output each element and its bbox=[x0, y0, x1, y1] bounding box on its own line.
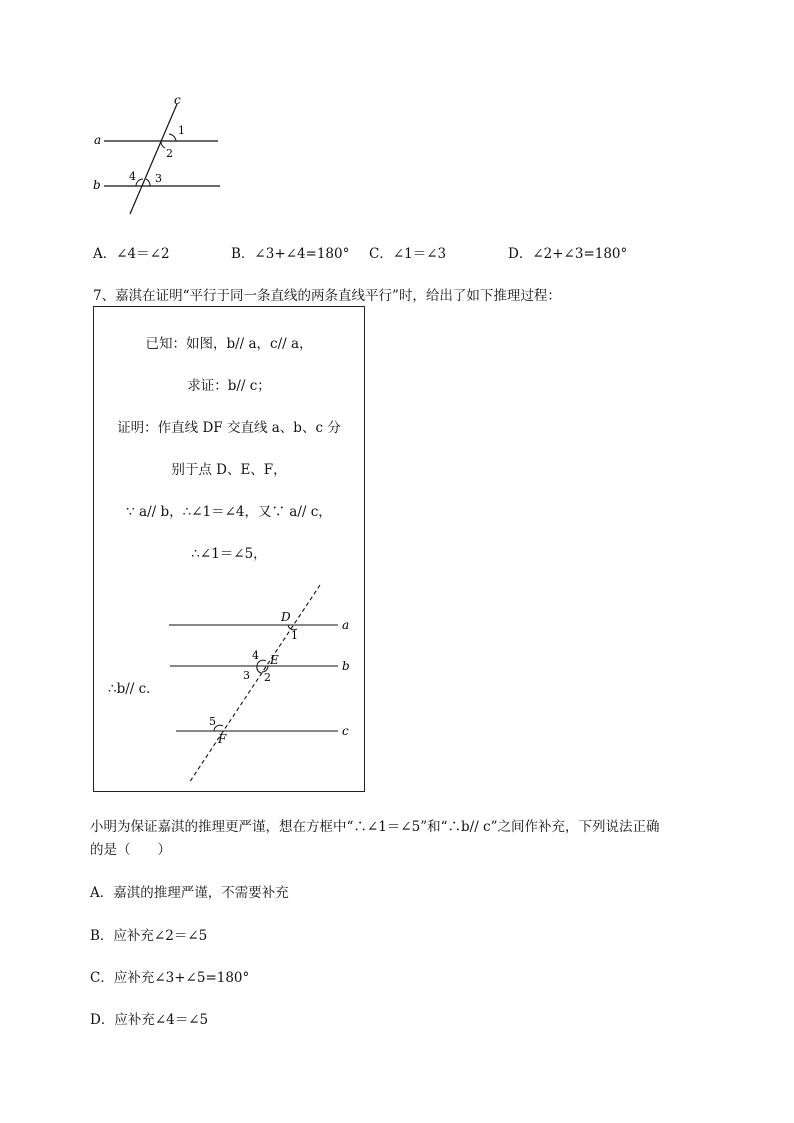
fig2-label-a: a bbox=[342, 618, 350, 632]
q7-stem: 7、嘉淇在证明“平行于同一条直线的两条直线平行”时，给出了如下推理过程： bbox=[93, 288, 561, 304]
fig2-label-angle-2: 2 bbox=[264, 671, 271, 684]
angle-arc-2 bbox=[161, 141, 165, 148]
q7-option-b[interactable]: B．应补充∠2＝∠5 bbox=[90, 928, 208, 944]
label-a: a bbox=[94, 133, 102, 147]
q6-option-b-letter: B． bbox=[231, 246, 255, 262]
figure-parallel-lines-transversal bbox=[88, 90, 228, 220]
q6-option-c[interactable] bbox=[369, 242, 446, 262]
q7-follow-line-2: 的是（ ） bbox=[90, 842, 171, 858]
label-c: c bbox=[174, 93, 181, 107]
angle-arc-3 bbox=[146, 179, 150, 186]
proof-step-2: ∴∠1＝∠5， bbox=[191, 546, 267, 562]
label-angle-2: 2 bbox=[166, 147, 173, 160]
q6-option-d[interactable] bbox=[508, 242, 627, 262]
proof-step-1: ∵ a// b，∴∠1＝∠4，又∵ a// c， bbox=[126, 504, 332, 520]
angle-arc-1 bbox=[169, 134, 176, 141]
fig2-label-b: b bbox=[342, 659, 350, 673]
fig2-label-angle-4: 4 bbox=[252, 649, 259, 662]
proof-proof-1: 证明：作直线 DF 交直线 a、b、c 分 bbox=[117, 420, 341, 436]
fig2-line-df bbox=[189, 585, 320, 783]
label-b: b bbox=[93, 178, 101, 192]
label-angle-1: 1 bbox=[178, 124, 185, 137]
fig2-label-angle-5: 5 bbox=[209, 715, 216, 728]
fig2-label-angle-1: 1 bbox=[291, 629, 298, 642]
fig2-label-c: c bbox=[342, 724, 349, 738]
figure-three-parallel-lines bbox=[164, 579, 359, 784]
q7-option-c[interactable]: C．应补充∠3+∠5=180° bbox=[90, 970, 250, 986]
fig2-label-f: F bbox=[218, 732, 227, 746]
q6-option-b[interactable] bbox=[231, 242, 349, 262]
fig2-label-e: E bbox=[270, 653, 279, 667]
proof-box bbox=[93, 306, 365, 792]
q7-follow-line-1: 小明为保证嘉淇的推理更严谨，想在方框中“∴∠1＝∠5”和“∴b// c”之间作补充，下列说法正确 bbox=[90, 819, 660, 835]
q6-option-a[interactable] bbox=[93, 242, 170, 262]
fig2-angle-arc-3 bbox=[257, 666, 261, 673]
proof-known: 已知：如图，b// a，c// a， bbox=[145, 336, 313, 352]
q6-option-d-letter: D． bbox=[508, 246, 533, 262]
q7-option-a[interactable]: A．嘉淇的推理严谨，不需要补充 bbox=[90, 885, 289, 901]
q6-option-d-text: ∠2+∠3=180° bbox=[532, 246, 628, 262]
q6-option-c-text: ∠1＝∠3 bbox=[392, 246, 447, 262]
label-angle-3: 3 bbox=[155, 172, 162, 185]
fig2-label-d: D bbox=[281, 610, 291, 624]
q6-option-b-text: ∠3+∠4=180° bbox=[254, 246, 350, 262]
q6-option-a-letter: A． bbox=[93, 246, 117, 262]
fig2-label-angle-3: 3 bbox=[243, 669, 250, 682]
proof-prove: 求证：b// c； bbox=[187, 378, 271, 394]
label-angle-4: 4 bbox=[129, 170, 136, 183]
q6-option-a-text: ∠4＝∠2 bbox=[116, 246, 170, 262]
proof-conclusion: ∴b// c． bbox=[108, 681, 160, 697]
q6-option-c-letter: C． bbox=[369, 246, 393, 262]
proof-proof-2: 别于点 D、E、F， bbox=[171, 462, 287, 478]
q7-option-d[interactable]: D．应补充∠4＝∠5 bbox=[90, 1012, 209, 1028]
